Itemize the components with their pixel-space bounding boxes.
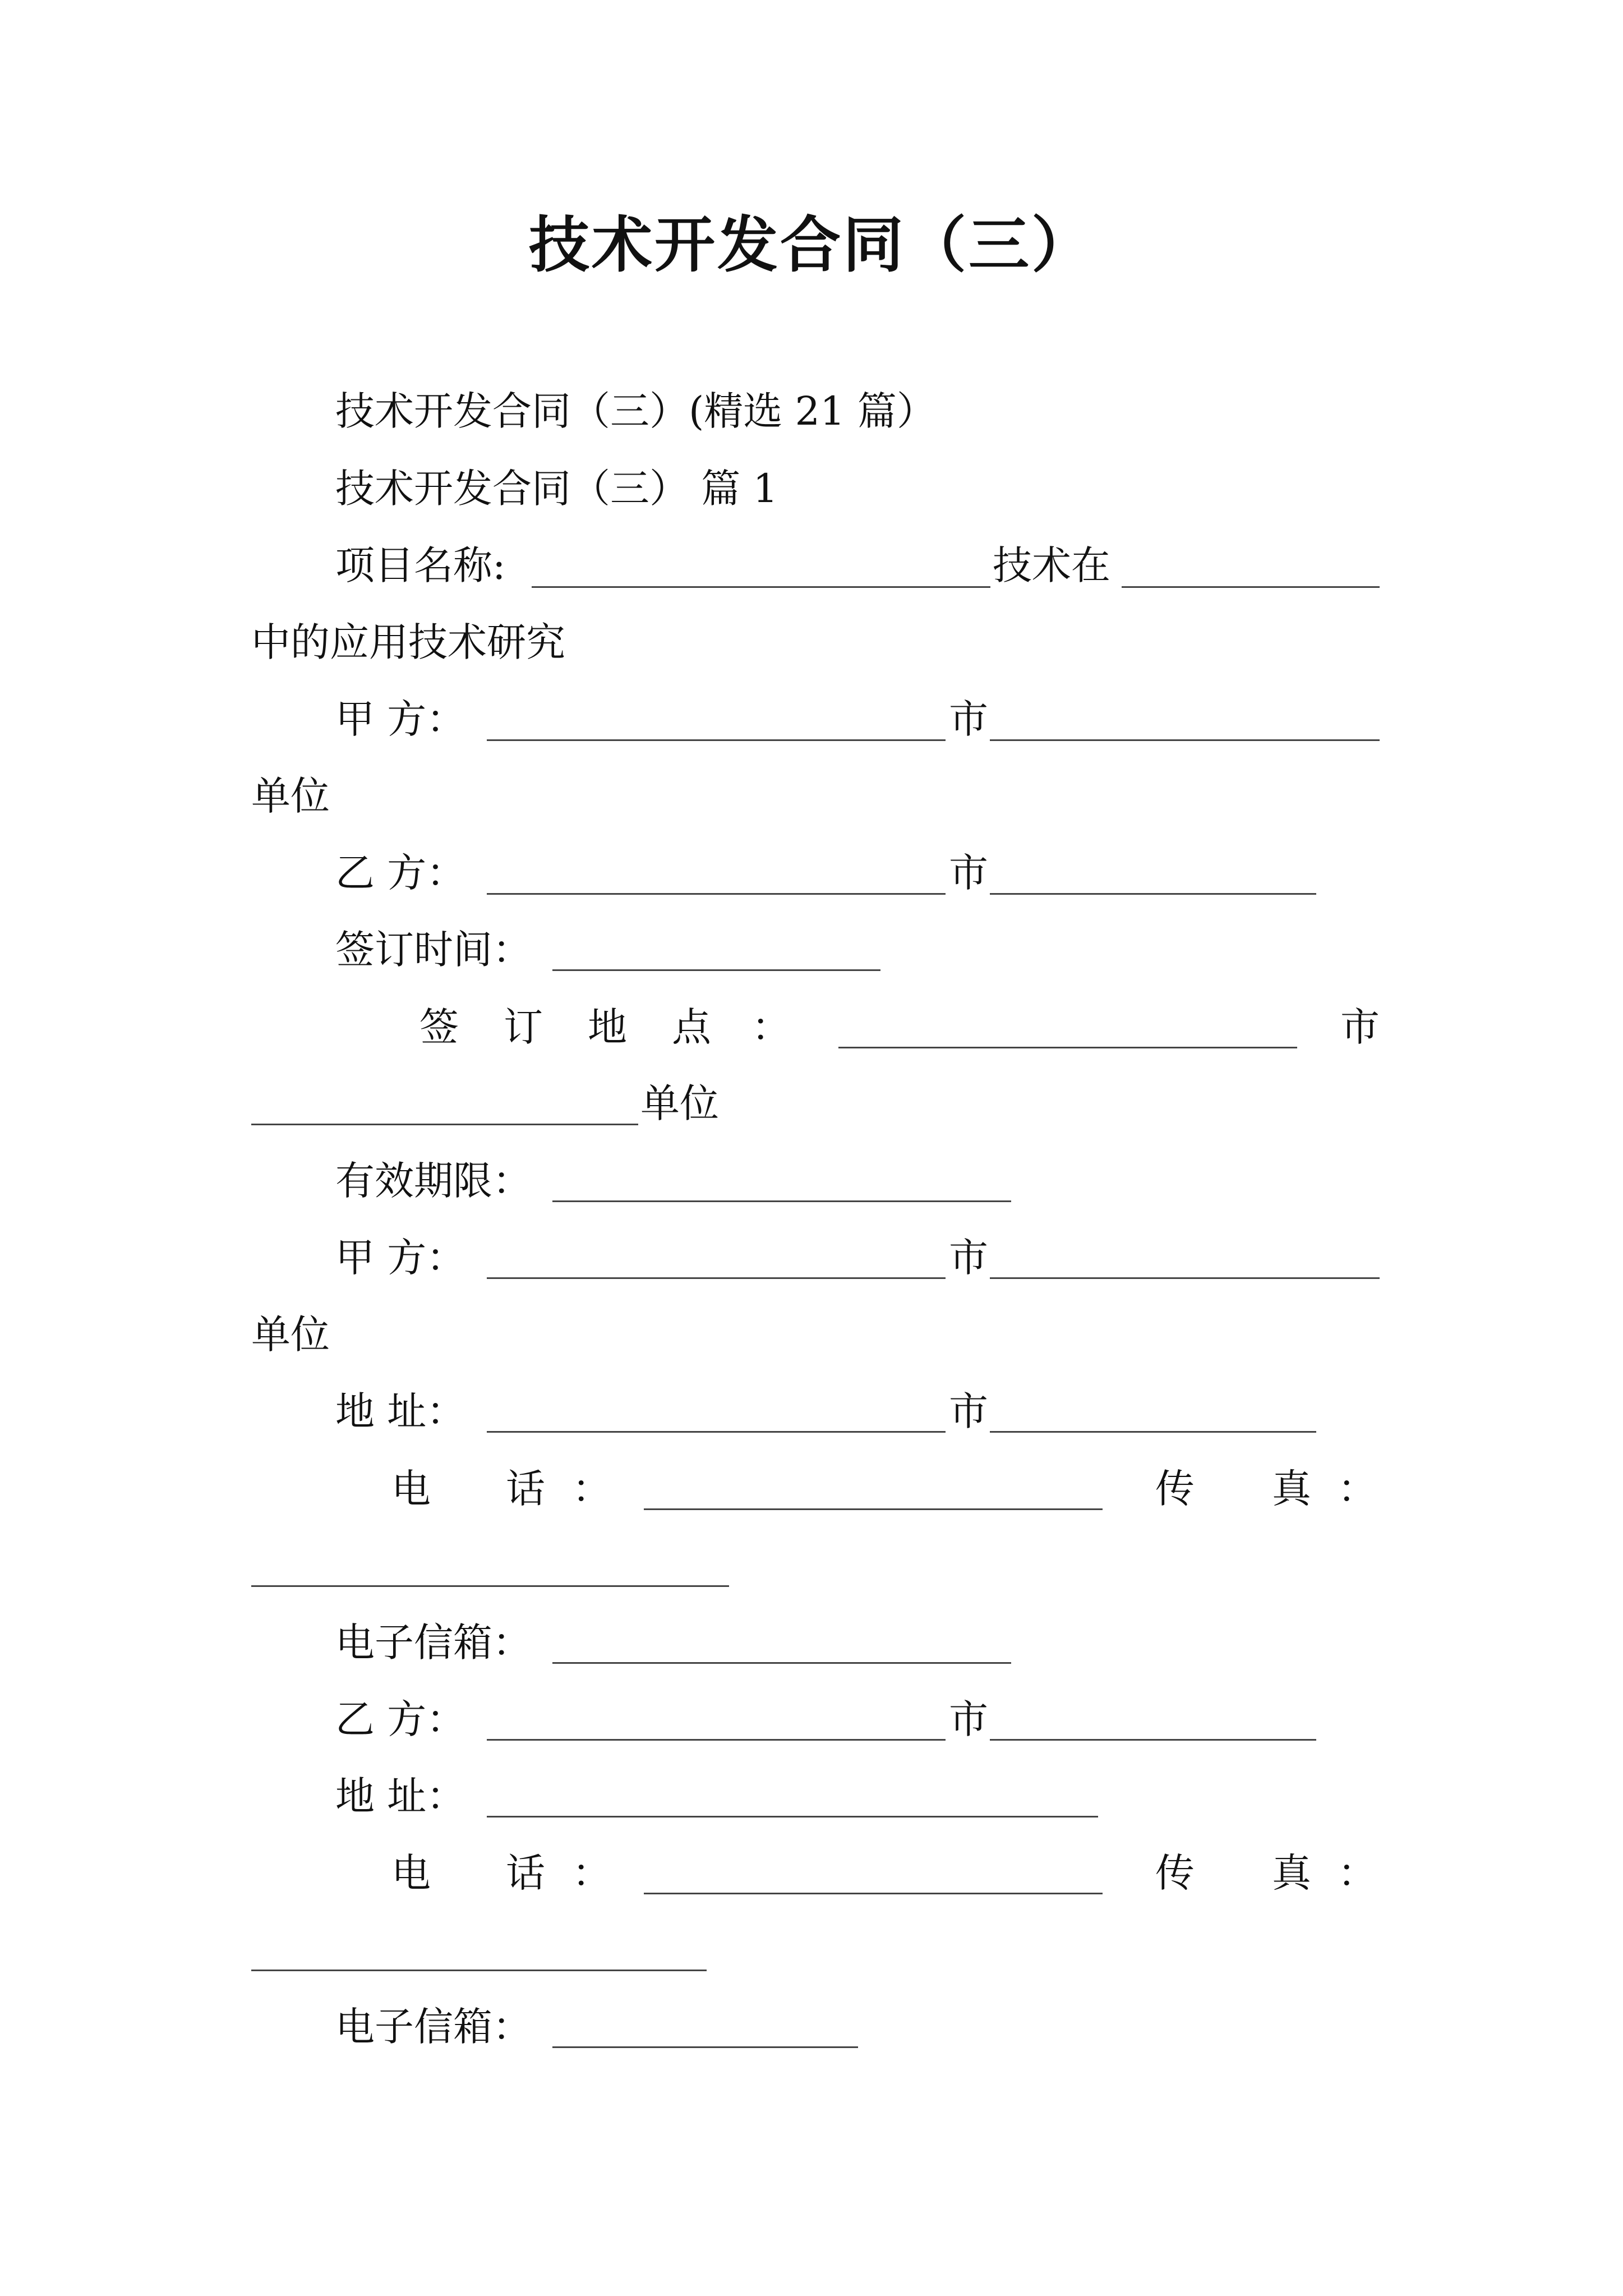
address-blank[interactable] xyxy=(487,1431,946,1433)
collection-heading: 技术开发合同（三）(精选 21 篇） xyxy=(335,388,936,434)
party-b-blank-2[interactable] xyxy=(487,1739,946,1741)
phone-char-2-2: 话 xyxy=(506,1850,545,1896)
sign-place-blank[interactable] xyxy=(838,1047,1297,1048)
fax-char-1: 传 xyxy=(1155,1466,1195,1512)
fax-colon-2: ： xyxy=(1338,1850,1377,1896)
phone-char-2: 话 xyxy=(506,1466,545,1512)
fax-colon: ： xyxy=(1338,1466,1377,1512)
phone-blank[interactable] xyxy=(644,1508,1103,1510)
sign-place-char-1: 签 xyxy=(419,1004,459,1050)
sign-place-unit: 单位 xyxy=(640,1080,719,1126)
address-city-blank[interactable] xyxy=(990,1431,1316,1433)
party-a-city-blank-2[interactable] xyxy=(990,1277,1380,1279)
party-a-unit: 单位 xyxy=(251,773,330,819)
party-b-city-2: 市 xyxy=(949,1696,988,1742)
address-city: 市 xyxy=(949,1388,988,1434)
project-suffix-text: 中的应用技术研究 xyxy=(251,619,565,665)
phone-char-1-2: 电 xyxy=(391,1850,431,1896)
party-a-unit-2: 单位 xyxy=(251,1312,330,1358)
sign-place-char-3: 地 xyxy=(588,1004,627,1050)
sign-place-char-4: 点 xyxy=(672,1004,711,1050)
fax-char-2-2: 真 xyxy=(1272,1850,1311,1896)
sign-place-city-blank[interactable] xyxy=(251,1124,638,1125)
chapter-heading: 技术开发合同（三） 篇 1 xyxy=(335,466,778,512)
party-b-city-blank[interactable] xyxy=(990,893,1316,895)
project-name-label: 项目名称: xyxy=(335,542,506,588)
validity-blank[interactable] xyxy=(552,1200,1011,1202)
party-a-city-blank[interactable] xyxy=(990,739,1380,741)
address-label-2: 地 址： xyxy=(335,1773,466,1819)
party-a-city-2: 市 xyxy=(949,1235,988,1281)
party-a-label: 甲 方： xyxy=(335,696,466,742)
party-a-blank-2[interactable] xyxy=(487,1277,946,1279)
party-a-blank[interactable] xyxy=(487,739,946,741)
party-b-city-blank-2[interactable] xyxy=(990,1739,1316,1741)
party-a-label-2: 甲 方： xyxy=(335,1235,466,1281)
project-tech-in-text: 技术在 xyxy=(993,542,1110,588)
project-domain-blank[interactable] xyxy=(1122,586,1380,588)
phone-char-1: 电 xyxy=(391,1466,431,1512)
fax-blank[interactable] xyxy=(251,1585,729,1587)
sign-date-label: 签订时间： xyxy=(335,927,532,973)
email-label-2: 电子信箱： xyxy=(335,2004,532,2050)
party-b-label: 乙 方： xyxy=(335,850,466,896)
fax-char-1-2: 传 xyxy=(1155,1850,1195,1896)
party-b-city: 市 xyxy=(949,850,988,896)
sign-place-char-2: 订 xyxy=(504,1004,543,1050)
party-a-city: 市 xyxy=(949,696,988,742)
fax-blank-2[interactable] xyxy=(251,1970,707,1971)
address-label: 地 址： xyxy=(335,1388,466,1434)
fax-char-2: 真 xyxy=(1272,1466,1311,1512)
sign-place-city: 市 xyxy=(1340,1004,1380,1050)
email-label: 电子信箱： xyxy=(335,1619,532,1665)
address-blank-2[interactable] xyxy=(487,1816,1098,1818)
phone-blank-2[interactable] xyxy=(644,1893,1103,1894)
email-blank[interactable] xyxy=(552,1662,1011,1664)
party-b-blank[interactable] xyxy=(487,893,946,895)
sign-date-blank[interactable] xyxy=(552,969,880,971)
email-blank-2[interactable] xyxy=(552,2046,858,2048)
phone-colon: ： xyxy=(572,1466,611,1512)
validity-label: 有效期限： xyxy=(335,1158,532,1204)
party-b-label-2: 乙 方： xyxy=(335,1696,466,1742)
project-name-blank[interactable] xyxy=(532,586,990,588)
phone-colon-2: ： xyxy=(572,1850,611,1896)
sign-place-colon: ： xyxy=(751,1004,791,1050)
document-title: 技术开发合同（三） xyxy=(528,210,1094,280)
